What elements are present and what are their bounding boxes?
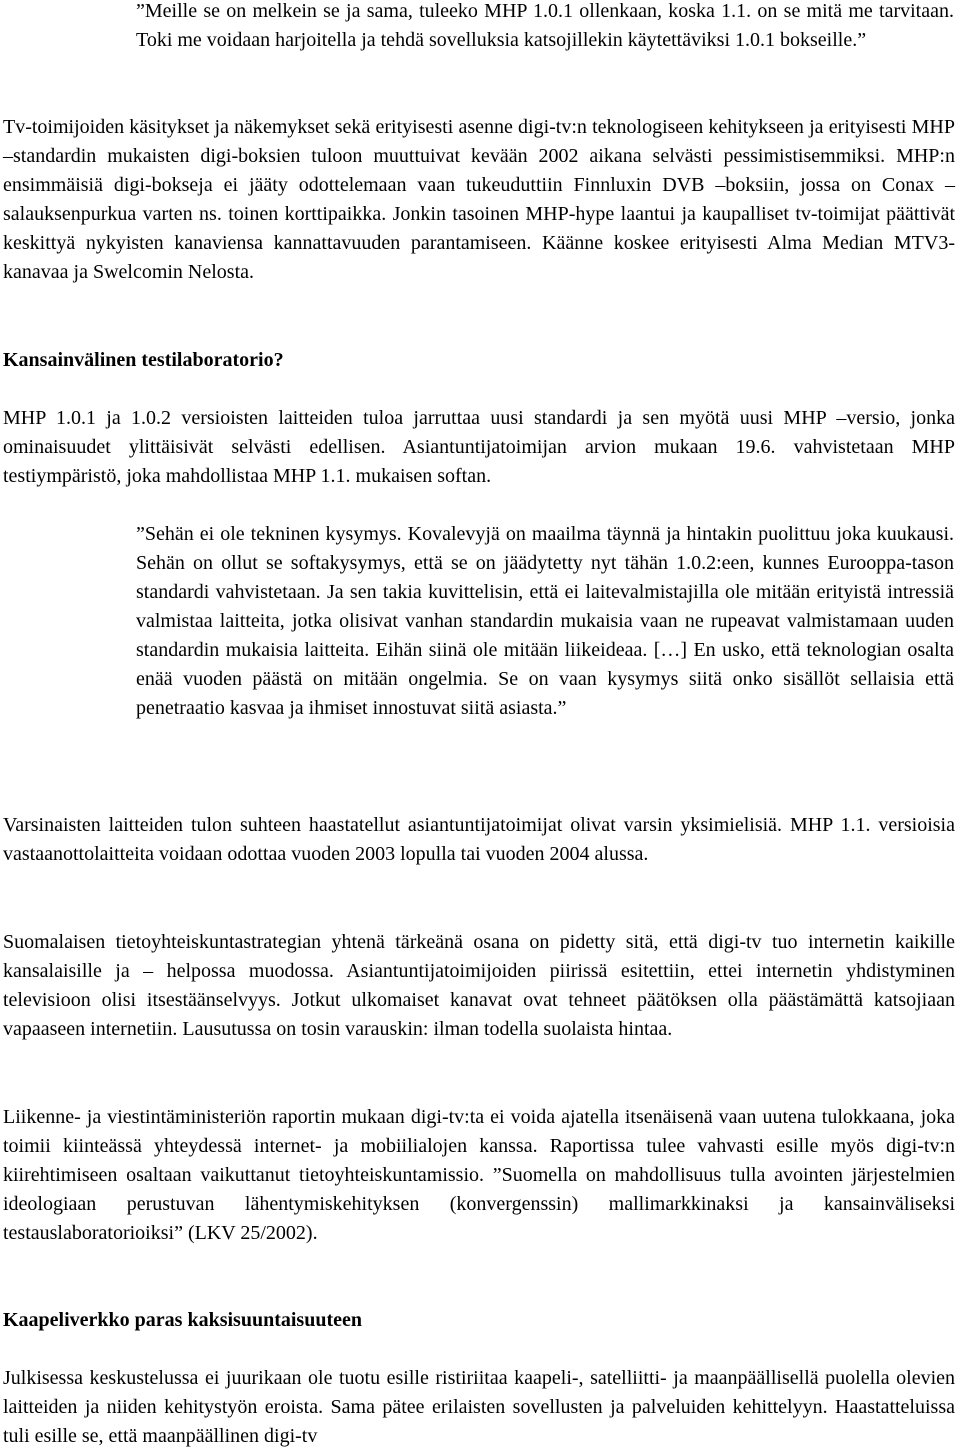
interview-quote-mhp-versions: ”Meille se on melkein se ja sama, tuleeko MHP 1.0.1 ollenkaan, koska 1.1. on se mitä me tarvitaan. Toki me voidaan harjoitella ja tehdä sovelluksia katsojillekin käytettäviksi 1.0.1 bokseille.” [136, 0, 954, 51]
paragraph-information-society-strategy: Suomalaisen tietoyhteiskuntastrategian yhtenä tärkeänä osana on pidetty sitä, että digi-tv tuo internetin kaikille kansalaisille ja – helpossa muodossa. Asiantuntijatoimijoiden piirissä esitettiin, ettei internetin yhdistyminen televisioon olisi itsestäänselvyys. Jotkut ulkomaiset kanavat ovat tehneet päätöksen olla päästämättä katsojiaan vapaaseen internetiin. Lausutussa on tosin varauskin: ilman todella suolaista hintaa. [3, 931, 955, 1040]
paragraph-ministry-report: Liikenne- ja viestintäministeriön raportin mukaan digi-tv:ta ei voida ajatella itsenäisenä vaan uutena tulokkaana, joka toimii kiinteässä yhteydessä internet- ja mobiilialojen kanssa. Raportissa tulee vahvasti esille myös digi-tv:n kiirehtimiseen osaltaan vaikuttanut tietoyhteiskuntamissio. ”Suomella on mahdollisuus tulla avointen järjestelmien ideologiaan perustuvan lähentymiskehityksen (konvergenssin) mallimarkkinaksi ja kansainväliseksi testauslaboratorioiksi” (LKV 25/2002). [3, 1106, 955, 1244]
paragraph-mhp-versions: MHP 1.0.1 ja 1.0.2 versioisten laitteiden tuloa jarruttaa uusi standardi ja sen myötä uusi MHP –versio, jonka ominaisuudet ylittäisivät selvästi edellisen. Asiantuntijatoimijan arvion mukaan 19.6. vahvistetaan MHP testiympäristö, joka mahdollistaa MHP 1.1. mukaisen softan. [3, 407, 955, 487]
interview-quote-technical-question: ”Sehän ei ole tekninen kysymys. Kovalevyjä on maailma täynnä ja hintakin puolittuu joka kuukausi. Sehän on ollut se softakysymys, että se on jäädytetty nyt tähän 1.0.2:een, kunnes Eurooppa-tason standardi vahvistetaan. Ja sen takia kuvittelisin, että ei laitevalmistajilla ole mitään erityistä intressiä valmistaa laitteita, jotka olisivat vanhan standardin mukaisia vaan ne rupeavat valmistamaan uuden standardin mukaisia laitteita. Eihän siinä ole mitään liikeideaa. […] En usko, että teknologian osalta enää vuoden päästä on mitään ongelmia. Se on vaan kysymys siitä onko sisällöt sellaisia että penetraatio kasvaa ja ihmiset innostuvat siitä asiasta.” [136, 523, 954, 719]
section-heading-international-test-lab: Kansainvälinen testilaboratorio? [3, 349, 284, 371]
paragraph-tv-operators-attitudes: Tv-toimijoiden käsitykset ja näkemykset sekä erityisesti asenne digi-tv:n teknologiseen kehitykseen ja erityisesti MHP –standardin mukaisten digi-boksien tuloon muuttuivat kevään 2002 aikana selvästi pessimistisemmiksi. MHP:n ensimmäisiä digi-bokseja ei jääty odottelemaan vaan tukeuduttiin Finnluxin DVB –boksiin, jossa on Conax –salauksenpurkua varten ns. toinen korttipaikka. Jonkin tasoinen MHP-hype laantui ja kaupalliset tv-toimijat päättivät keskittyä nykyisten kanaviensa kannattavuuden parantamiseen. Käänne koskee erityisesti Alma Median MTV3- kanavaa ja Swelcomin Nelosta. [3, 116, 955, 283]
paragraph-public-discussion: Julkisessa keskustelussa ei juurikaan ole tuotu esille ristiriitaa kaapeli-, satelliitti- ja maanpäällisellä puolella olevien laitteiden ja niiden kehitystyön eroista. Sama pätee erilaisten sovellusten ja palveluiden kehittelyyn. Haastatteluissa tuli esille se, että maanpäällinen digi-tv [3, 1367, 955, 1447]
section-heading-cable-network: Kaapeliverkko paras kaksisuuntaisuuteen [3, 1309, 362, 1331]
paragraph-device-arrival: Varsinaisten laitteiden tulon suhteen haastatellut asiantuntijatoimijat olivat varsin yksimielisiä. MHP 1.1. versioisia vastaanottolaitteita voidaan odottaa vuoden 2003 lopulla tai vuoden 2004 alussa. [3, 814, 955, 865]
